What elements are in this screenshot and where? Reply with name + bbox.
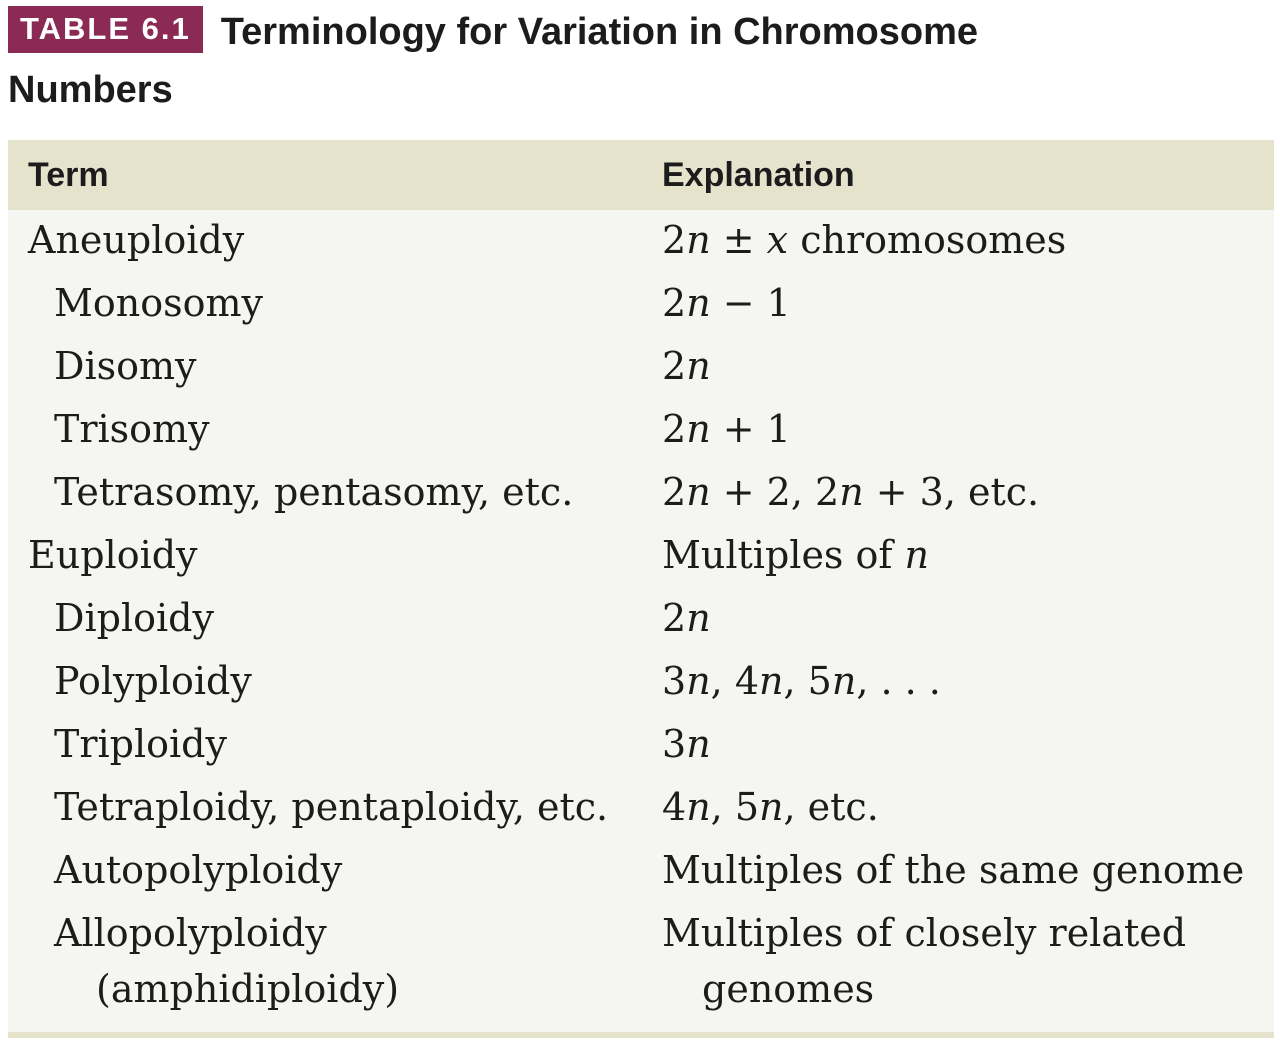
- term-text: Aneuploidy: [28, 218, 245, 262]
- explanation-cell: [662, 785, 879, 829]
- term-text: Polyploidy: [54, 659, 252, 703]
- term-cell: [54, 344, 197, 388]
- term-text: Euploidy: [28, 533, 198, 577]
- term-text: Triploidy: [54, 722, 227, 766]
- title-line-1: [8, 6, 1272, 60]
- term-cell: [54, 785, 608, 829]
- term-cell: [54, 281, 263, 325]
- terminology-table: [8, 140, 1274, 1038]
- term-cell: [54, 407, 210, 451]
- explanation-cell: [662, 659, 941, 703]
- table-body: [8, 210, 1274, 1023]
- table-row: [8, 714, 1274, 777]
- term-cell: [54, 722, 227, 766]
- table-row: [8, 903, 1274, 1023]
- table-row: [8, 525, 1274, 588]
- term-cell: [54, 596, 214, 640]
- table-row: [8, 462, 1274, 525]
- term-text: Monosomy: [54, 281, 264, 325]
- explanation-text: 2n ± x chromosomes: [662, 218, 1067, 262]
- explanation-cell: [662, 218, 1066, 262]
- table-row: [8, 777, 1274, 840]
- explanation-text: Multiples of the same genome: [662, 848, 1245, 892]
- term-cell: [28, 533, 198, 577]
- term-cell: [54, 659, 252, 703]
- table-row: [8, 399, 1274, 462]
- explanation-text: Multiples of n: [662, 533, 930, 577]
- term-cell: [54, 911, 399, 1011]
- explanation-cell: [662, 470, 1039, 514]
- explanation-cell: [662, 407, 791, 451]
- table-title-continuation: Numbers: [8, 69, 173, 111]
- table-header-row: [8, 140, 1274, 210]
- table-row: [8, 651, 1274, 714]
- table-title: [8, 6, 1272, 116]
- term-text: Trisomy: [54, 407, 210, 451]
- explanation-text: Multiples of closely related: [662, 911, 1187, 955]
- explanation-text: 2n − 1: [662, 281, 791, 325]
- explanation-text: 3n: [662, 722, 711, 766]
- table-row: [8, 273, 1274, 336]
- term-cell: [54, 470, 573, 514]
- term-cell: [28, 218, 244, 262]
- table-row: [8, 336, 1274, 399]
- explanation-cell: [662, 533, 929, 577]
- explanation-text-continuation: genomes: [702, 967, 875, 1011]
- term-text: Tetraploidy, pentaploidy, etc.: [54, 785, 609, 829]
- column-header-term: Term: [28, 156, 109, 194]
- explanation-cell: [662, 344, 711, 388]
- explanation-text: 3n, 4n, 5n, . . .: [662, 659, 941, 703]
- term-text: Autopolyploidy: [54, 848, 343, 892]
- explanation-cell: [662, 911, 1186, 1011]
- table-number-badge: TABLE 6.1: [8, 6, 203, 53]
- explanation-text: 2n: [662, 596, 711, 640]
- explanation-text: 2n + 1: [662, 407, 791, 451]
- explanation-cell: [662, 848, 1244, 892]
- explanation-text: 2n: [662, 344, 711, 388]
- term-cell: [54, 848, 342, 892]
- term-text: Disomy: [54, 344, 197, 388]
- explanation-text: 2n + 2, 2n + 3, etc.: [662, 470, 1040, 514]
- column-header-explanation: Explanation: [662, 156, 855, 194]
- term-text: Allopolyploidy: [54, 911, 327, 955]
- explanation-cell: [662, 281, 791, 325]
- explanation-cell: [662, 722, 711, 766]
- term-text: Tetrasomy, pentasomy, etc.: [54, 470, 574, 514]
- explanation-text: 4n, 5n, etc.: [662, 785, 879, 829]
- table-row: [8, 840, 1274, 903]
- table-row: [8, 588, 1274, 651]
- table-title-text: Terminology for Variation in Chromosome: [220, 11, 979, 53]
- term-text: Diploidy: [54, 596, 214, 640]
- table-row: [8, 210, 1274, 273]
- term-text-continuation: (amphidiploidy): [96, 967, 400, 1011]
- explanation-cell: [662, 596, 711, 640]
